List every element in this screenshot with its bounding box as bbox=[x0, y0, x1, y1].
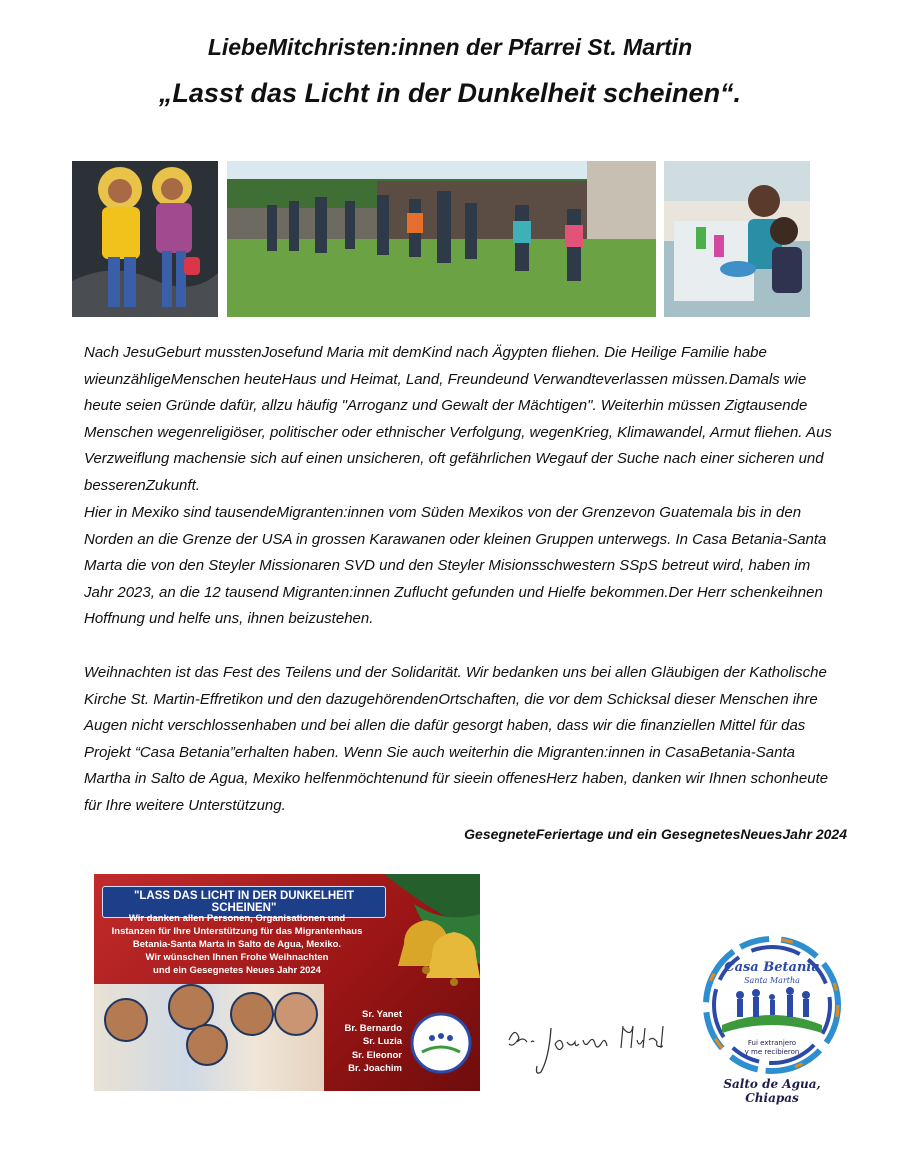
letter-paragraph-flight: Nach JesuGeburt musstenJosefund Maria mit demKind nach Ägypten fliehen. Die Heilige Familie habe wieunzähligeMenschen heuteHaus und Heimat, Land, Freundeund Verwandteverlassen müssen.Damals wie heute seien Gründe dafür, allzu häufig "Arroganz und Gewalt der Mächtigen". Weiterhin müssen Zigtausende Menschen wegenreligiöser, politischer oder ethnischer Verfolgung, wegenKrieg, Klimawandel, Armut fliehen. Aus Verzweiflung machensie sich auf einen unsicheren, oft gefährlichen Wegauf der Suche nach einer sicheren und besserenZukunft. bbox=[84, 344, 832, 494]
header-greeting: LiebeMitchristen:innen der Pfarrei St. Martin bbox=[207, 34, 693, 60]
svg-text:Santa Martha: Santa Martha bbox=[744, 976, 800, 985]
photo-children-meal bbox=[664, 161, 810, 317]
card-casa-betania-logo bbox=[410, 1012, 472, 1074]
svg-text:Fui extranjero: Fui extranjero bbox=[747, 1039, 797, 1047]
letter-paragraph-mexico: Hier in Mexiko sind tausendeMigranten:innen vom Süden Mexikos von der Grenzevon Guatemala bis in den Norden an die Grenze der USA in grossen Karawanen oder kleinen Gruppen unterwegs. In Casa Betania-Santa Marta die von den Steyler Missionaren SVD und den Steyler Misionsschwestern SSpS betreut wird, haben im Jahr 2023, an die 12 tausend Migranten:innen Zuflucht gefunden und Hielfe bekommen.Der Herr schenkeihnen Hoffnung und helfe uns, ihnen beizustehen. bbox=[84, 504, 827, 628]
logo-place-name: Salto de Agua, Chiapas bbox=[723, 1077, 821, 1105]
christmas-card-image bbox=[94, 874, 480, 1091]
photo-migrant-caravan bbox=[227, 161, 656, 317]
letter-paragraph-thanks: Weihnachten ist das Fest des Teilens und der Solidarität. Wir bedanken uns bei allen Gläubigen der Katholische Kirche St. Martin-Effretikon und den dazugehörendenOrtschaften, die vor dem Schicksal dieser Menschen ihre Augen nicht verschlossenhaben und bei allen die dafür gesorgt haben, dass wir die finanziellen Mittel für das Projekt “Casa Betania”erhalten haben. Wenn Sie auch weiterhin die Migranten:innen in CasaBetania-Santa Martha in Salto de Agua, Mexiko helfenmöchtenund für sieein offenesHerz haben, danken wir Ihnen schonheute für Ihre weitere Unterstützung. bbox=[84, 664, 829, 814]
svg-text:Casa Betania: Casa Betania bbox=[724, 960, 820, 975]
casa-betania-logo bbox=[696, 933, 848, 1105]
letter-closing-greeting: GesegneteFeriertage und ein GesegnetesNeuesJahr 2024 bbox=[464, 826, 847, 842]
svg-text:y me recibieron: y me recibieron bbox=[744, 1048, 800, 1056]
header-motto: „Lasst das Licht in der Dunkelheit scheinen“. bbox=[158, 78, 742, 108]
photo-holy-family-painting bbox=[72, 161, 218, 317]
handwritten-signature bbox=[505, 1018, 675, 1078]
card-team-names: Sr. Yanet Br. Bernardo Sr. Luzia Sr. Eleonor Br. Joachim bbox=[344, 1009, 402, 1074]
card-banner-title: "LASS DAS LICHT IN DER DUNKELHEIT SCHEINEN" bbox=[102, 886, 386, 918]
card-team-photo bbox=[94, 984, 324, 1091]
card-thanks-text: Wir danken allen Personen, Organisationen und Instanzen für Ihre Unterstützung für das Migrantenhaus Betania-Santa Marta in Salto de Agua, Mexiko. Wir wünschen Ihnen Frohe Weihnachten und ein Gesegnetes Neues Jahr 2024 bbox=[111, 913, 363, 976]
